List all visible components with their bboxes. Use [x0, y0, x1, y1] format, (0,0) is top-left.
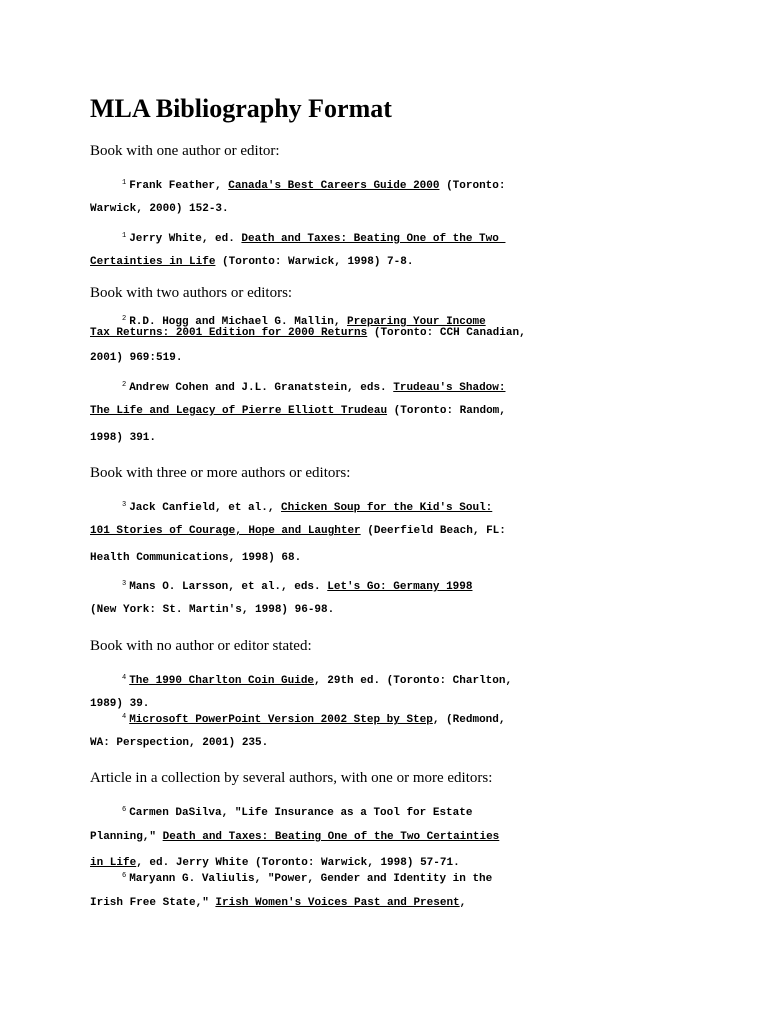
citation-text: Maryann G. Valiulis, "Power, Gender and Identity in the: [129, 873, 493, 885]
citation-text: Warwick, 2000) 152-3.: [90, 203, 229, 215]
citation-text: (Deerfield Beach, FL:: [360, 525, 506, 537]
footnote-number: 1: [122, 232, 127, 240]
citation-text: Frank Feather,: [129, 180, 229, 192]
citation-line: [90, 326, 526, 340]
footnote-number: 6: [122, 806, 127, 814]
footnote-number: 2: [122, 381, 127, 389]
citation-text: Andrew Cohen and J.L. Granatstein, eds.: [129, 382, 394, 394]
citation-text: ,: [459, 897, 467, 909]
citation-text: Carmen DaSilva, "Life Insurance as a Tool for Estate: [129, 807, 473, 819]
citation-line: [90, 255, 413, 269]
citation-line: [122, 176, 505, 193]
citation-line: [90, 830, 499, 844]
citation-title: Irish Women's Voices Past and Present: [215, 897, 460, 909]
citation-title: Microsoft PowerPoint Version 2002 Step by Step: [129, 714, 433, 726]
footnote-number: 4: [122, 713, 127, 721]
citation-text: (New York: St. Martin's, 1998) 96-98.: [90, 604, 335, 616]
footnote-number: 3: [122, 501, 127, 509]
citation-text: (Toronto: Warwick, 1998) 7-8.: [215, 256, 414, 268]
footnote-number: 6: [122, 872, 127, 880]
section-heading: Article in a collection by several authors, with one or more editors:: [90, 770, 493, 786]
citation-title: Tax Returns: 2001 Edition for 2000 Returns: [90, 327, 368, 339]
citation-line: [122, 671, 512, 688]
citation-text: 1989) 39.: [90, 698, 150, 710]
citation-line: [122, 710, 505, 727]
citation-line: [90, 404, 506, 418]
citation-title: 101 Stories of Courage, Hope and Laughter: [90, 525, 361, 537]
citation-line: [90, 551, 301, 565]
citation-line: [90, 603, 334, 617]
citation-title: Death and Taxes: Beating One of the Two Certainties: [162, 831, 500, 843]
section-heading: Book with one author or editor:: [90, 143, 280, 159]
citation-text: , ed. Jerry White (Toronto: Warwick, 1998) 57-71.: [136, 857, 460, 869]
citation-line: [90, 202, 229, 216]
citation-line: [90, 856, 460, 870]
citation-text: Irish Free State,": [90, 897, 216, 909]
citation-title: The 1990 Charlton Coin Guide: [129, 675, 315, 687]
citation-text: 2001) 969:519.: [90, 352, 183, 364]
section-heading: Book with no author or editor stated:: [90, 638, 312, 654]
citation-line: [90, 896, 466, 910]
citation-text: R.D. Hogg and Michael G. Mallin,: [129, 316, 348, 328]
citation-line: [122, 229, 505, 246]
citation-text: Planning,": [90, 831, 163, 843]
citation-text: Mans O. Larsson, et al., eds.: [129, 581, 328, 593]
footnote-number: 2: [122, 315, 127, 323]
citation-text: WA: Perspection, 2001) 235.: [90, 737, 269, 749]
citation-line: [90, 524, 506, 538]
footnote-number: 1: [122, 179, 127, 187]
citation-title: Let's Go: Germany 1998: [327, 581, 473, 593]
citation-line: [122, 498, 492, 515]
citation-text: (Toronto:: [439, 180, 506, 192]
citation-title: Death and Taxes: Beating One of the Two: [241, 233, 506, 245]
citation-text: Jack Canfield, et al.,: [129, 502, 282, 514]
citation-text: Health Communications, 1998) 68.: [90, 552, 302, 564]
citation-title: The Life and Legacy of Pierre Elliott Trudeau: [90, 405, 388, 417]
citation-line: [90, 351, 182, 365]
citation-line: [90, 431, 156, 445]
citation-line: [90, 697, 149, 711]
citation-line: [122, 803, 472, 820]
footnote-number: 3: [122, 580, 127, 588]
citation-line: [90, 736, 268, 750]
section-heading: Book with two authors or editors:: [90, 285, 293, 301]
citation-line: [122, 577, 472, 594]
citation-text: 1998) 391.: [90, 432, 157, 444]
citation-title: Certainties in Life: [90, 256, 216, 268]
section-heading: Book with three or more authors or editors:: [90, 465, 351, 481]
citation-text: Jerry White, ed.: [129, 233, 242, 245]
citation-text: (Toronto: Random,: [387, 405, 506, 417]
citation-text: , (Redmond,: [432, 714, 506, 726]
citation-title: Preparing Your Income: [347, 316, 486, 328]
page-title: MLA Bibliography Format: [90, 94, 392, 123]
citation-text: , 29th ed. (Toronto: Charlton,: [314, 675, 513, 687]
citation-title: Chicken Soup for the Kid's Soul:: [281, 502, 493, 514]
citation-line: [122, 869, 492, 886]
citation-title: Canada's Best Careers Guide 2000: [228, 180, 440, 192]
citation-line: [122, 378, 505, 395]
citation-title: Trudeau's Shadow:: [393, 382, 506, 394]
citation-text: (Toronto: CCH Canadian,: [367, 327, 526, 339]
footnote-number: 4: [122, 674, 127, 682]
citation-title: in Life: [90, 857, 137, 869]
